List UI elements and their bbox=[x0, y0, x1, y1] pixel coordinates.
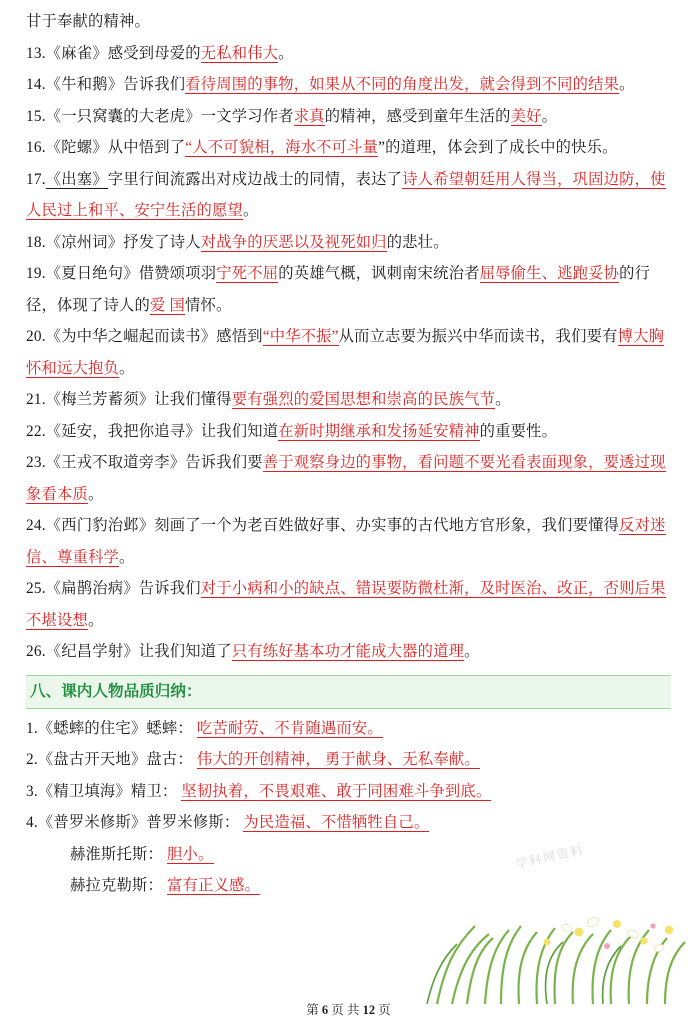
item-segment: ”的道理，体会到了成长中的快乐。 bbox=[378, 139, 618, 156]
character-row bbox=[26, 807, 671, 839]
character-list bbox=[26, 713, 671, 902]
character-row bbox=[26, 713, 671, 745]
character-name: 蟋蟀： bbox=[146, 719, 193, 737]
item-number: 13. bbox=[26, 44, 46, 62]
list-item bbox=[26, 164, 671, 227]
item-number: 15. bbox=[26, 107, 46, 125]
character-trait: 富有正义感。 bbox=[167, 877, 260, 894]
item-segment: 在新时期继承和发扬延安精神 bbox=[278, 422, 480, 440]
item-segment: 《一只窝囊的大老虎》一文学习作者 bbox=[45, 107, 294, 125]
item-list bbox=[26, 38, 671, 668]
item-segment: 《延安，我把你追寻》让我们知道 bbox=[45, 422, 279, 440]
character-trait: 伟大的开创精神， 勇于献身、无私奉献。 bbox=[196, 751, 480, 768]
item-segment: 《王戎不取道旁李》告诉我们要 bbox=[45, 454, 263, 471]
character-row bbox=[26, 744, 671, 776]
character-row bbox=[26, 839, 671, 871]
item-segment: 求真 bbox=[293, 107, 325, 125]
item-segment: 无私和伟大 bbox=[200, 44, 279, 62]
item-segment: 字里行间流露出对戍边战士的同情，表达了 bbox=[107, 170, 403, 188]
item-segment: 博大胸怀和远大抱负 bbox=[26, 328, 665, 377]
grass-flower-decoration bbox=[397, 886, 697, 1006]
footer-middle: 页 共 bbox=[331, 1003, 360, 1017]
item-number: 26. bbox=[26, 643, 46, 660]
footer-total-pages: 12 bbox=[362, 1003, 376, 1017]
list-item bbox=[26, 447, 671, 510]
item-segment: 《为中华之崛起而读书》感悟到 bbox=[45, 328, 263, 345]
item-number: 16. bbox=[26, 139, 46, 156]
item-segment: 《夏日绝句》借赞颂项羽 bbox=[45, 265, 217, 282]
footer-prefix: 第 bbox=[306, 1003, 319, 1017]
character-name: 精卫： bbox=[130, 782, 178, 800]
footer-suffix: 页 bbox=[378, 1003, 391, 1017]
item-segment: 的悲壮。 bbox=[386, 233, 449, 251]
list-item bbox=[26, 321, 671, 384]
item-segment: 。 bbox=[118, 548, 135, 566]
item-segment: 《西门豹治邺》刻画了一个为老百姓做好事、办实事的古代地方官形象，我们要懂得 bbox=[45, 517, 620, 534]
item-number: 19. bbox=[26, 265, 46, 282]
item-segment: 的行径，体现了诗人的 bbox=[26, 265, 651, 314]
item-number: 18. bbox=[26, 233, 46, 251]
item-number: 22. bbox=[26, 422, 46, 440]
item-segment: “人不可貌相，海水不可斗量 bbox=[185, 139, 379, 156]
list-item bbox=[26, 132, 671, 164]
footer-page-number: 6 bbox=[321, 1003, 329, 1017]
item-segment: 。 bbox=[495, 391, 511, 408]
item-segment: 。 bbox=[118, 359, 135, 377]
character-row bbox=[26, 870, 671, 902]
list-item bbox=[26, 38, 671, 70]
item-segment: 的英雄气概，讽刺南宋统治者 bbox=[278, 265, 480, 282]
item-segment: 的重要性。 bbox=[479, 422, 558, 440]
item-number: 14. bbox=[26, 76, 46, 93]
character-name: 赫淮斯托斯： bbox=[70, 845, 163, 863]
character-trait: 胆小。 bbox=[167, 845, 214, 863]
item-segment: 看待周围的事物，如果从不同的角度出发，就会得到不同的结果 bbox=[185, 76, 620, 93]
top-fragment: 甘于奉献的精神。 bbox=[26, 13, 150, 30]
item-segment: 要有强烈的爱国思想和崇高的民族气节 bbox=[231, 391, 496, 408]
item-number: 25. bbox=[26, 580, 46, 597]
list-item bbox=[26, 573, 671, 636]
item-number: 20. bbox=[26, 328, 46, 345]
item-segment: 《纪昌学射》让我们知道了 bbox=[45, 643, 232, 660]
item-segment: 。 bbox=[619, 76, 635, 93]
character-trait: 吃苦耐劳、不肯随遇而安。 bbox=[196, 719, 383, 737]
character-number: 2. bbox=[26, 751, 38, 768]
item-number: 17. bbox=[26, 170, 46, 188]
item-segment: 的精神，感受到童年生活的 bbox=[324, 107, 511, 125]
item-segment: 只有练好基本功才能成大器的道理 bbox=[231, 643, 465, 660]
item-number: 21. bbox=[26, 391, 46, 408]
item-segment: 。 bbox=[278, 44, 294, 62]
item-segment: 美好 bbox=[510, 107, 542, 125]
item-segment: 。 bbox=[88, 611, 104, 629]
item-segment: 《凉州词》抒发了诗人 bbox=[45, 233, 201, 251]
character-name: 赫拉克勒斯： bbox=[70, 877, 163, 894]
item-segment: 情怀。 bbox=[185, 296, 232, 314]
page-footer bbox=[0, 1000, 697, 1018]
watermark-text: 学科网资料 bbox=[514, 842, 586, 872]
item-number: 23. bbox=[26, 454, 46, 471]
item-segment: 宁死不屈 bbox=[216, 265, 279, 282]
list-item bbox=[26, 258, 671, 321]
character-name: 盘古： bbox=[146, 751, 193, 768]
list-item bbox=[26, 69, 671, 101]
character-work-title: 《盘古开天地》 bbox=[37, 751, 147, 768]
list-item bbox=[26, 416, 671, 448]
item-segment: 。 bbox=[242, 202, 259, 219]
item-segment: 。 bbox=[541, 107, 558, 125]
item-segment: 《陀螺》从中悟到了 bbox=[45, 139, 186, 156]
character-work-title: 《普罗米修斯》 bbox=[37, 814, 147, 831]
item-segment: 《麻雀》感受到母爱的 bbox=[45, 44, 201, 62]
character-number: 1. bbox=[26, 719, 38, 737]
item-segment: 对战争的厌恶以及视死如归 bbox=[200, 233, 387, 251]
list-item bbox=[26, 384, 671, 416]
item-segment: 。 bbox=[88, 485, 104, 503]
item-segment: 《出塞》 bbox=[45, 170, 108, 188]
list-item bbox=[26, 101, 671, 133]
item-segment: 爱 国 bbox=[149, 296, 186, 314]
item-segment: “中华不振” bbox=[262, 328, 339, 345]
list-item bbox=[26, 510, 671, 573]
item-segment: 《牛和鹅》告诉我们 bbox=[45, 76, 186, 93]
item-segment: 。 bbox=[464, 643, 480, 660]
list-item bbox=[26, 227, 671, 259]
item-segment: 从而立志要为振兴中华而读书，我们要有 bbox=[338, 328, 618, 345]
item-segment: 《梅兰芳蓄须》让我们懂得 bbox=[45, 391, 232, 408]
item-segment: 反对迷信、尊重科学 bbox=[26, 517, 666, 566]
character-number: 3. bbox=[26, 782, 38, 800]
item-segment: 诗人希望朝廷用人得当，巩固边防，使人民过上和平、安宁生活的愿望 bbox=[26, 170, 666, 219]
character-work-title: 《蟋蟀的住宅》 bbox=[37, 719, 147, 737]
character-trait: 坚韧执着，不畏艰难、敢于同困难斗争到底。 bbox=[181, 782, 492, 800]
item-segment: 善于观察身边的事物，看问题不要光看表面现象，要透过现象看本质 bbox=[26, 454, 666, 503]
character-trait: 为民造福、不惜牺牲自己。 bbox=[243, 814, 430, 831]
item-segment: 屈辱偷生、逃跑妥协 bbox=[479, 265, 620, 282]
item-number: 24. bbox=[26, 517, 46, 534]
item-segment: 《扁鹊治病》告诉我们 bbox=[45, 580, 201, 597]
item-segment: 对于小病和小的缺点、错误要防微杜渐，及时医治、改正，否则后果不堪设想 bbox=[26, 580, 666, 629]
character-name: 普罗米修斯： bbox=[146, 814, 240, 831]
character-work-title: 《精卫填海》 bbox=[37, 782, 131, 800]
section-heading: 八、课内人物品质归纳： bbox=[26, 675, 671, 709]
list-item bbox=[26, 636, 671, 668]
character-row bbox=[26, 776, 671, 808]
character-number: 4. bbox=[26, 814, 38, 831]
